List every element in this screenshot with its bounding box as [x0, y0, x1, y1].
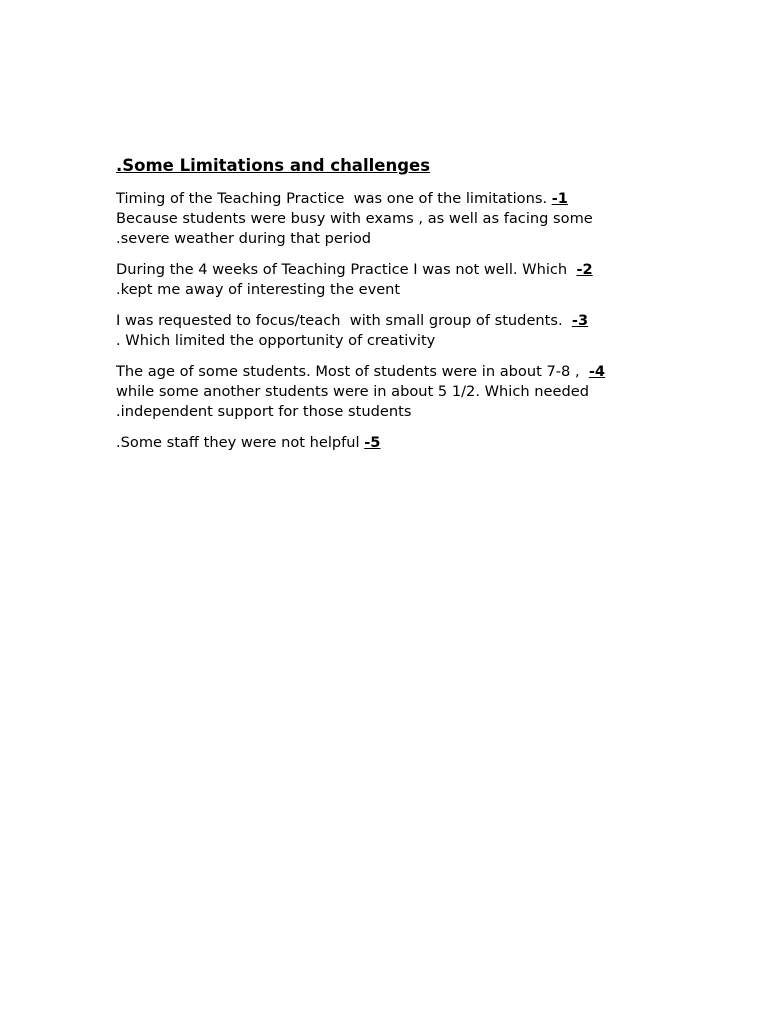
list-item-text: Timing of the Teaching Practice was one of the limitations.	[116, 190, 552, 207]
list-item-line: . Which limited the opportunity of creativity	[116, 331, 436, 349]
list-item-text: The age of some students. Most of students were in about 7-8 ,	[116, 363, 589, 381]
document-heading: .Some Limitations and challenges	[116, 156, 431, 175]
list-item-2	[116, 260, 656, 300]
list-item-first-line	[116, 433, 656, 453]
list-item-number: -4	[588, 363, 606, 381]
document-page	[116, 154, 656, 464]
list-item-line: while some another students were in about 5 1/2. Which needed	[116, 382, 589, 400]
list-item-text: During the 4 weeks of Teaching Practice I was not well. Which	[116, 260, 577, 278]
list-item-number: -2	[576, 260, 593, 278]
list-item-first-line	[116, 362, 656, 382]
list-item-number: -3	[571, 311, 589, 329]
list-item-line: .independent support for those students	[116, 402, 412, 420]
list-item-first-line	[116, 189, 656, 209]
list-item-line: .severe weather during that period	[116, 229, 372, 247]
list-item-line: Because students were busy with exams , as well as facing some	[116, 209, 593, 227]
list-item-number: -5	[364, 433, 381, 451]
list-item-first-line	[116, 260, 656, 280]
list-item-text: .Some staff they were not helpful	[116, 433, 365, 451]
list-item-4	[116, 362, 656, 421]
list-item-first-line	[116, 311, 656, 331]
list-item-5	[116, 433, 656, 453]
list-item-1	[116, 189, 656, 248]
list-item-number: -1	[551, 190, 568, 207]
list-item-text: I was requested to focus/teach with small group of students.	[116, 311, 572, 329]
list-item-3	[116, 311, 656, 351]
list-item-line: .kept me away of interesting the event	[116, 280, 401, 298]
